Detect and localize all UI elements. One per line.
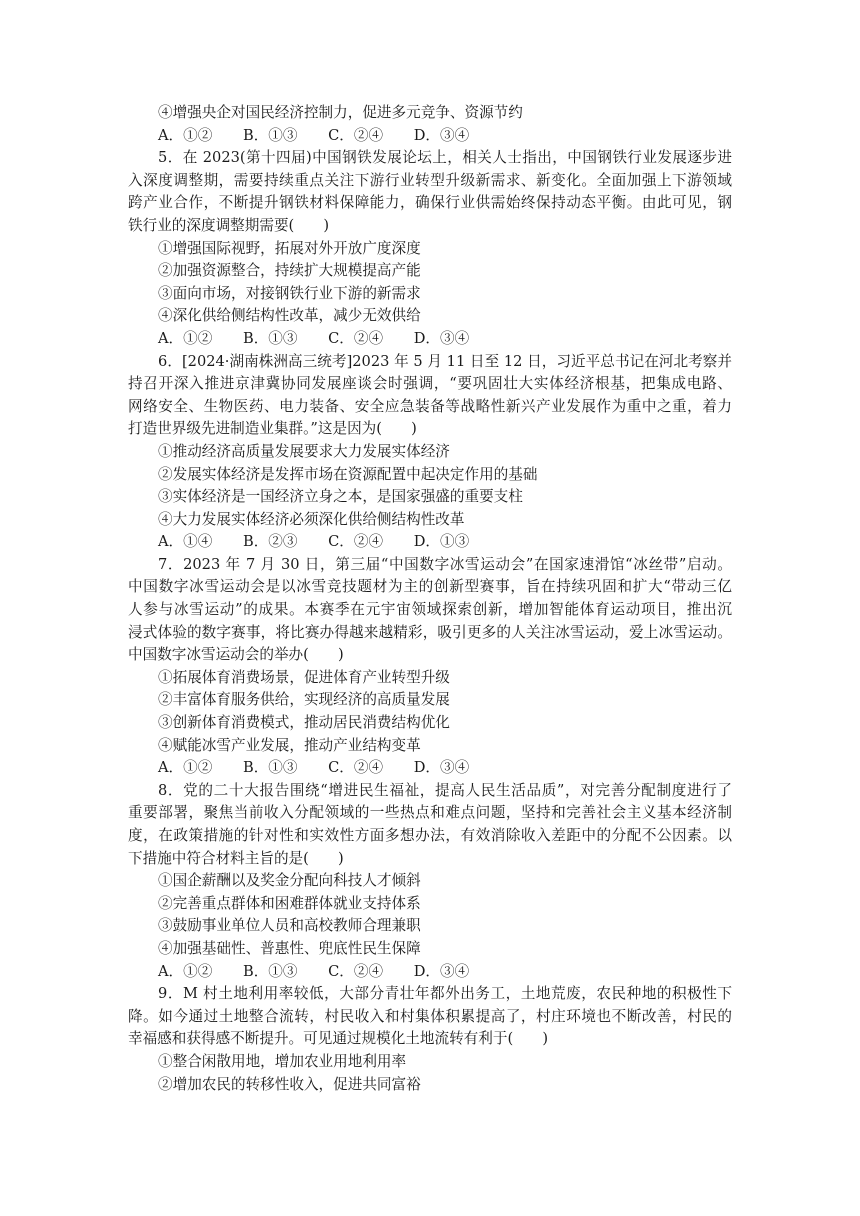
answer-choices — [128, 961, 732, 984]
option-line: ④增强央企对国民经济控制力，促进多元竞争、资源节约 — [158, 104, 523, 121]
answer-choices — [128, 125, 732, 148]
choice-c: C．②④ — [328, 329, 384, 347]
choice-a: A．①② — [158, 329, 213, 347]
question-stem-line: 持召开深入推进京津冀协同发展座谈会时强调，“要巩固壮大实体经济根基，把集成电路、 — [128, 375, 732, 393]
option-line: ①增强国际视野，拓展对外开放广度深度 — [158, 239, 421, 257]
question-stem-line: 中国数字冰雪运动会是以冰雪竞技题材为主的创新型赛事，旨在持续巩固和扩大“带动三亿 — [128, 578, 732, 596]
question-stem-line: 幸福感和获得感不断提升。可见通过规模化土地流转有利于( ) — [128, 1030, 549, 1048]
question-stem-line: 7．2023 年 7 月 30 日，第三届“中国数字冰雪运动会”在国家速滑馆“冰丝带”启动。 — [158, 555, 732, 573]
choice-d: D．③④ — [413, 759, 470, 777]
question-5 — [128, 147, 732, 350]
answer-choices — [128, 757, 732, 780]
question-6 — [128, 351, 732, 554]
choice-c: C．②④ — [328, 962, 384, 980]
question-stem-line: 度，在政策措施的针对性和实效性方面多想办法，有效消除收入差距中的分配不公因素。以 — [128, 827, 732, 844]
option-line: ②完善重点群体和困难群体就业支持体系 — [158, 894, 421, 912]
question-stem-line: 跨产业合作，不断提升钢铁材料保障能力，确保行业供需始终保持动态平衡。由此可见，钢 — [128, 194, 732, 212]
choice-b: B．①③ — [242, 759, 298, 777]
choice-b: B．①③ — [242, 962, 298, 980]
choice-d: D．①③ — [413, 533, 470, 551]
question-stem-line: 铁行业的深度调整期需要( ) — [128, 216, 330, 234]
option-line: ①推动经济高质量发展要求大力发展实体经济 — [158, 442, 450, 460]
question-stem-line: 9．M 村土地利用率较低，大部分青壮年都外出务工，土地荒废，农民种地的积极性下 — [158, 985, 732, 1003]
question-stem-line: 入深度调整期，需要持续重点关注下游行业转型升级新需求、新变化。全面加强上下游领域 — [128, 171, 732, 189]
answer-choices — [128, 328, 732, 351]
choice-d: D．③④ — [413, 329, 470, 347]
choice-d: D．③④ — [413, 126, 470, 144]
page-content — [128, 102, 732, 1096]
choice-a: A．①② — [158, 962, 213, 980]
choice-d: D．③④ — [413, 962, 470, 980]
question-stem-line: 5．在 2023(第十四届)中国钢铁发展论坛上，相关人士指出，中国钢铁行业发展逐步进 — [158, 149, 732, 167]
question-stem-line: 打造世界级先进制造业集群。”这是因为( ) — [128, 420, 417, 438]
option-line: ④深化供给侧结构性改革，减少无效供给 — [158, 307, 421, 325]
choice-c: C．②④ — [328, 533, 384, 551]
question-stem-line: 浸式体验的数字赛事，将比赛办得越来越精彩，吸引更多的人关注冰雪运动，爱上冰雪运动。 — [128, 623, 732, 641]
option-line: ③面向市场，对接钢铁行业下游的新需求 — [158, 284, 421, 302]
option-line: ①国企薪酬以及奖金分配向科技人才倾斜 — [158, 872, 421, 890]
option-line: ②加强资源整合，持续扩大规模提高产能 — [158, 262, 421, 280]
choice-c: C．②④ — [328, 759, 384, 777]
choice-c: C．②④ — [328, 126, 384, 144]
option-line: ③实体经济是一国经济立身之本，是国家强盛的重要支柱 — [158, 488, 523, 506]
question-9 — [128, 983, 732, 1096]
question-7 — [128, 554, 732, 780]
option-line: ④大力发展实体经济必须深化供给侧结构性改革 — [158, 510, 465, 528]
question-stem-line: 重要部署，聚焦当前收入分配领域的一些热点和难点问题，坚持和完善社会主义基本经济制 — [128, 804, 732, 822]
question-stem-line: 人参与冰雪运动”的成果。本赛季在元宇宙领域探索创新，增加智能体育运动项目，推出沉 — [128, 601, 732, 619]
choice-a: A．①② — [158, 759, 213, 777]
option-line: ①拓展体育消费场景，促进体育产业转型升级 — [158, 668, 450, 686]
choice-a: A．①② — [158, 126, 213, 144]
choice-b: B．②③ — [242, 533, 298, 551]
question-stem-line: 网络安全、生物医药、电力装备、安全应急装备等战略性新兴产业发展作为重中之重，着力 — [128, 397, 732, 415]
choice-b: B．①③ — [242, 329, 298, 347]
choice-b: B．①③ — [242, 126, 298, 144]
option-line: ②发展实体经济是发挥市场在资源配置中起决定作用的基础 — [158, 465, 538, 483]
option-line: ④赋能冰雪产业发展，推动产业结构变革 — [158, 736, 421, 754]
choice-a: A．①④ — [158, 533, 213, 551]
question-stem-line: 8．党的二十大报告围绕“增进民生福祉，提高人民生活品质”，对完善分配制度进行了 — [158, 781, 732, 799]
option-line: ④加强基础性、普惠性、兜底性民生保障 — [158, 939, 421, 957]
option-line: ①整合闲散用地，增加农业用地利用率 — [158, 1052, 407, 1070]
question-stem-line: 下措施中符合材料主旨的是( ) — [128, 849, 344, 867]
question-8 — [128, 780, 732, 983]
question-stem-line: 中国数字冰雪运动会的举办( ) — [128, 646, 344, 664]
question-stem-line: 降。如今通过土地整合流转，村民收入和村集体积累提高了，村庄环境也不断改善，村民的 — [128, 1007, 732, 1025]
question-stem-line: 6．[2024·湖南株洲高三统考]2023 年 5 月 11 日至 12 日，习近平总书记在河北考察并 — [158, 352, 732, 370]
option-line: ③创新体育消费模式，推动居民消费结构优化 — [158, 714, 450, 732]
option-line: ②丰富体育服务供给，实现经济的高质量发展 — [158, 691, 450, 709]
option-line: ②增加农民的转移性收入，促进共同富裕 — [158, 1075, 421, 1093]
answer-choices — [128, 531, 732, 554]
option-line: ③鼓励事业单位人员和高校教师合理兼职 — [158, 917, 421, 935]
